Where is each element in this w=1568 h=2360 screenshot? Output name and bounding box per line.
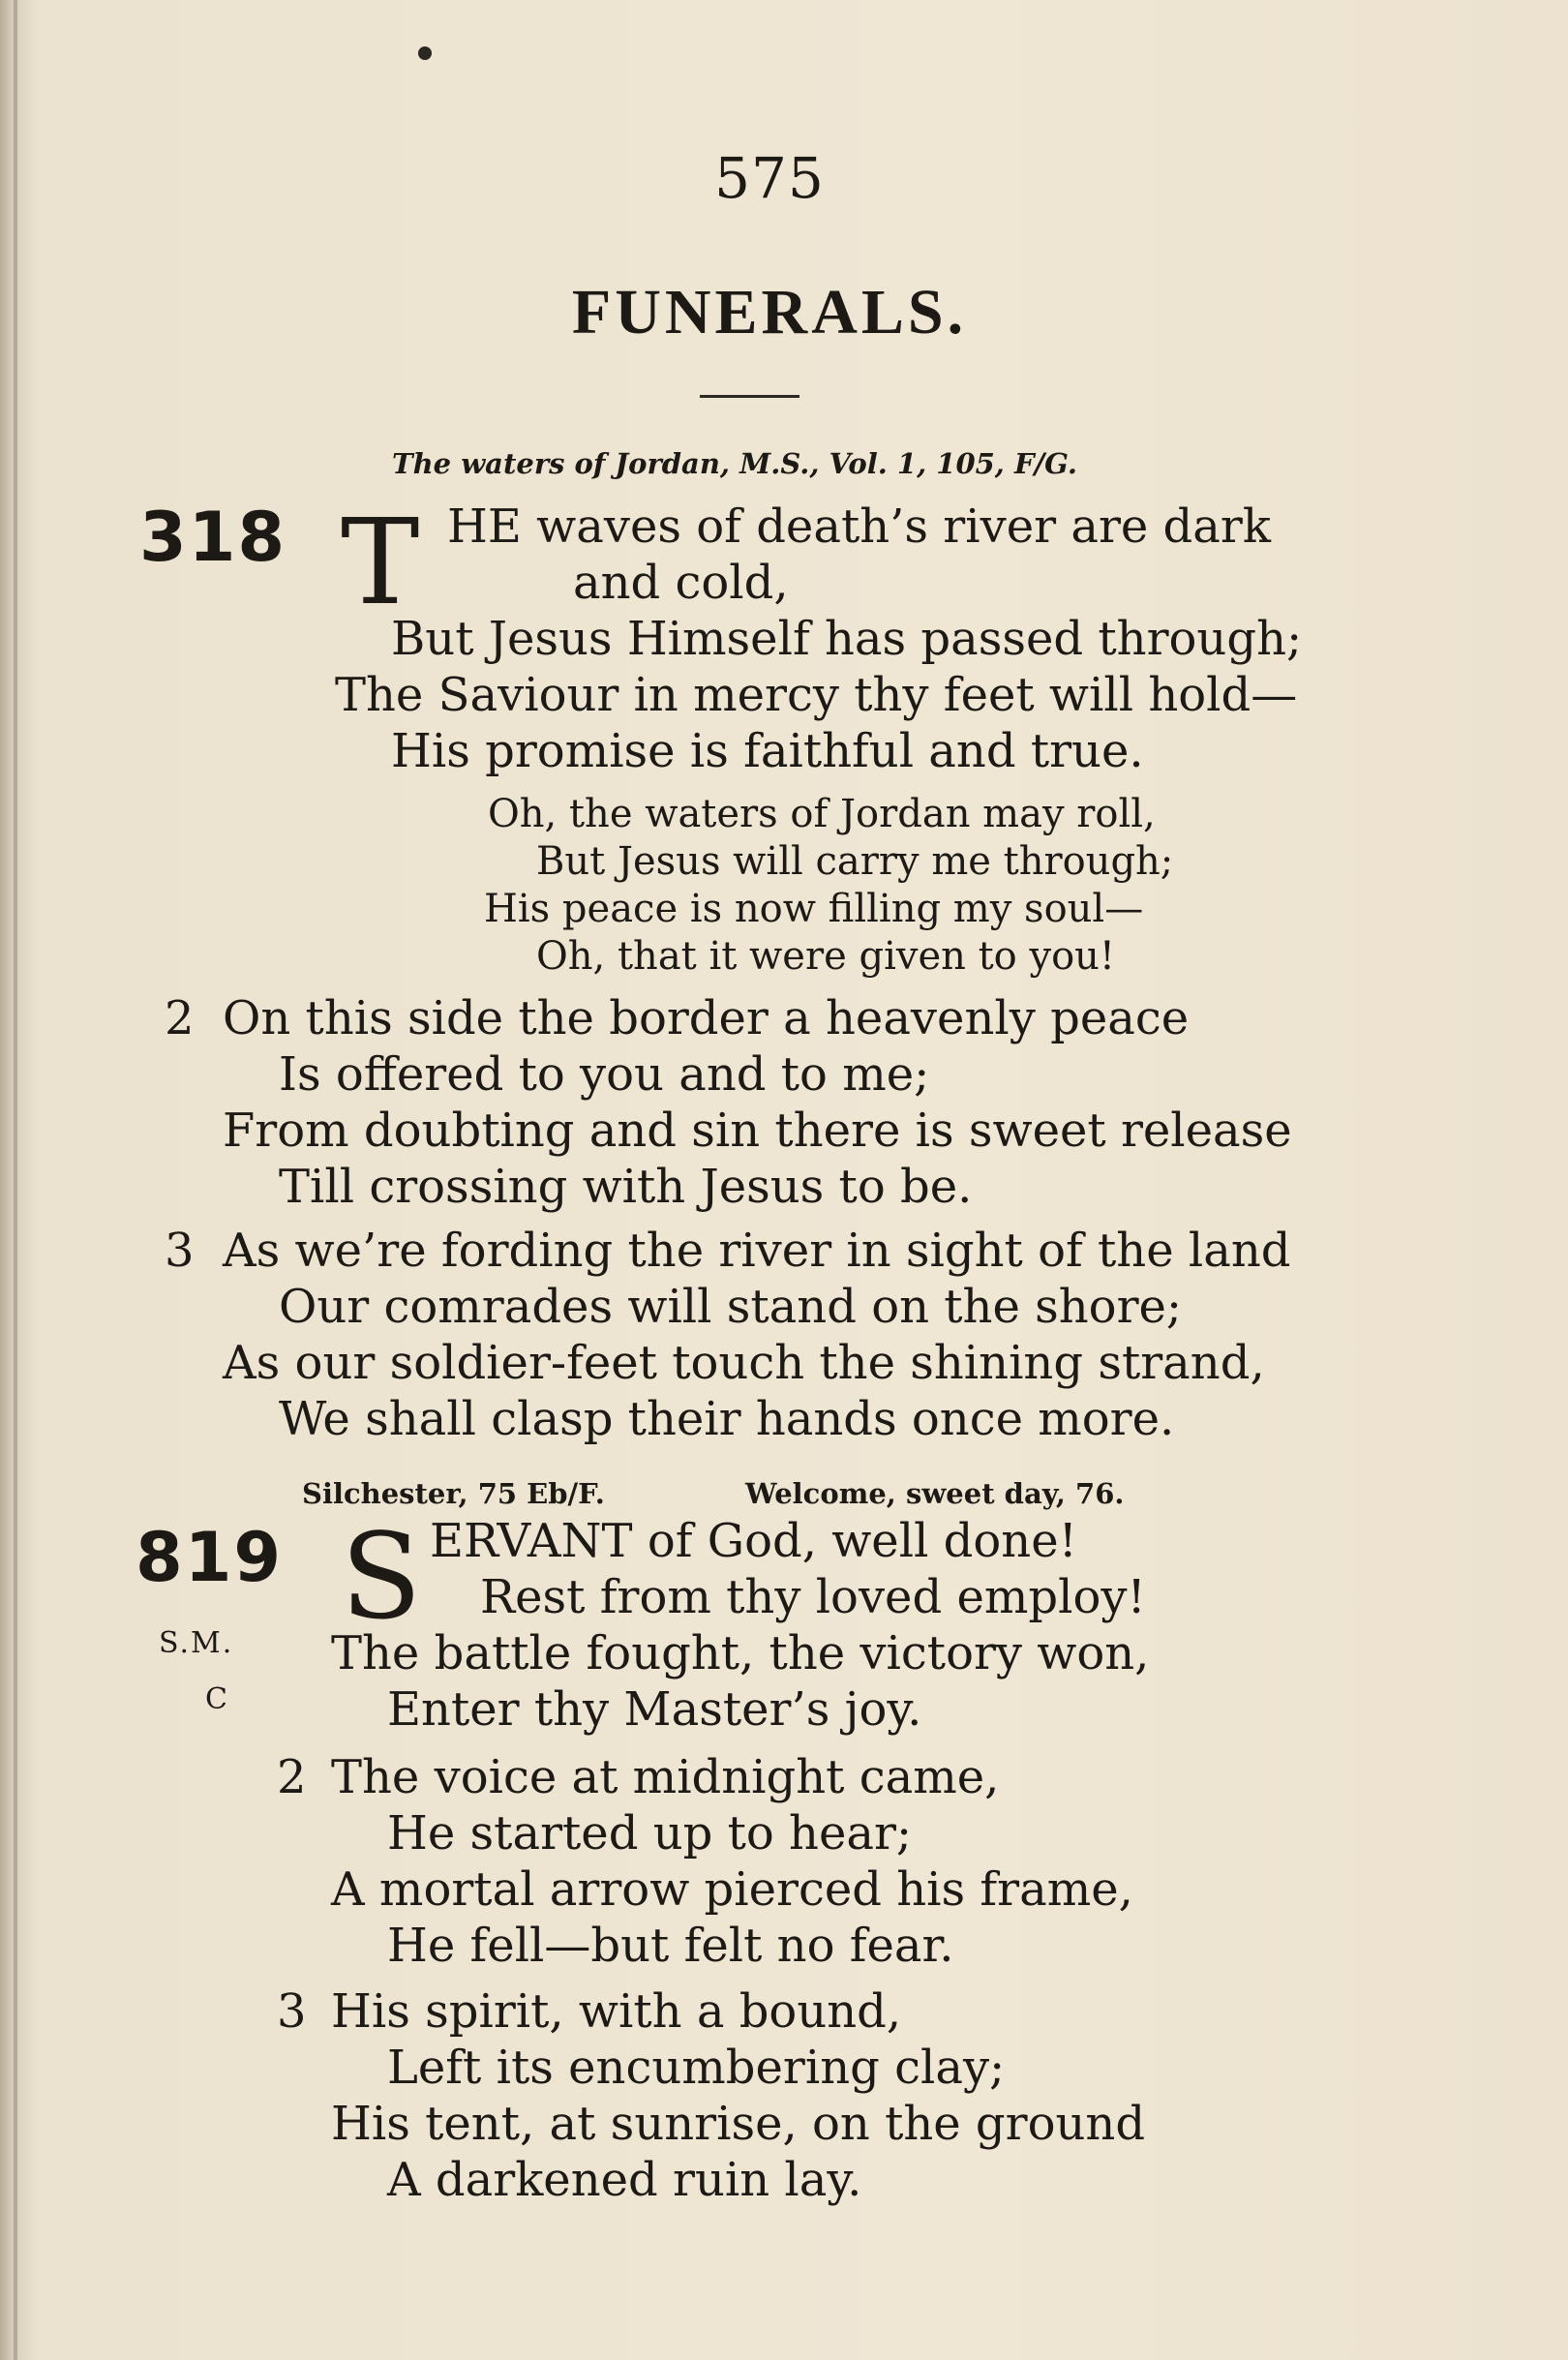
hymn-318-chorus-line: But Jesus will carry me through; (536, 839, 1174, 884)
hymn-819-verse3-line: Left its encumbering clay; (387, 2041, 1006, 2095)
hymn-819-number: 819 (136, 1518, 284, 1597)
hymn-318-verse1-line: The Saviour in mercy thy feet will hold— (335, 668, 1298, 722)
hymn-819-verse3-line: His spirit, with a bound, (331, 1984, 902, 2039)
hymn-819-verse3-number: 3 (277, 1984, 307, 2039)
hymn-318-chorus-line: His peace is now filling my soul— (484, 887, 1144, 931)
section-title: FUNERALS. (571, 277, 968, 348)
hymn-819-verse2-number: 2 (277, 1750, 307, 1804)
hymn-819-tune-right: Welcome, sweet day, 76. (745, 1477, 1125, 1510)
hymn-819-verse1-line: The battle fought, the victory won, (331, 1626, 1150, 1680)
page-number: 575 (714, 145, 825, 211)
hymn-819-verse2-line: The voice at midnight came, (331, 1750, 1000, 1804)
hymn-318-tune-reference: The waters of Jordan, M.S., Vol. 1, 105, F/G. (392, 447, 1078, 480)
ink-speck (418, 46, 432, 60)
hymn-318-verse1-line: His promise is faithful and true. (391, 724, 1144, 778)
title-divider (700, 395, 799, 398)
hymn-318-number: 318 (139, 498, 287, 577)
hymn-318-verse2-line: Is offered to you and to me; (279, 1047, 930, 1102)
hymn-819-verse2-line: He fell—but felt no fear. (387, 1919, 954, 1973)
hymn-318-verse3-line: As our soldier-feet touch the shining strand, (223, 1336, 1265, 1390)
hymn-318-verse2-line: Till crossing with Jesus to be. (279, 1160, 973, 1214)
hymn-318-verse3-line: As we’re fording the river in sight of the land (223, 1224, 1291, 1278)
hymn-819-verse3-line: A darkened ruin lay. (387, 2153, 862, 2207)
hymn-318-verse3-line: We shall clasp their hands once more. (279, 1392, 1175, 1446)
hymn-318-verse2-line: On this side the border a heavenly peace (223, 991, 1190, 1045)
hymn-318-verse3-number: 3 (165, 1224, 195, 1278)
hymn-318-chorus-line: Oh, that it were given to you! (536, 934, 1115, 979)
hymn-819-first-line: ERVANT of God, well done! (430, 1514, 1077, 1568)
hymn-819-verse3-line: His tent, at sunrise, on the ground (331, 2097, 1146, 2151)
hymn-819-verse2-line: He started up to hear; (387, 1806, 913, 1861)
hymn-318-verse1-line: But Jesus Himself has passed through; (391, 612, 1303, 666)
hymn-819-dropcap: S (341, 1508, 422, 1646)
hymn-318-verse2-number: 2 (165, 991, 195, 1045)
hymn-318-chorus-line: Oh, the waters of Jordan may roll, (488, 792, 1156, 836)
hymn-318-verse1-line: and cold, (573, 556, 789, 610)
hymn-819-verse2-line: A mortal arrow pierced his frame, (331, 1862, 1133, 1917)
page-binding-edge (14, 0, 17, 2360)
hymn-318-verse2-line: From doubting and sin there is sweet release (223, 1104, 1292, 1158)
hymn-819-verse1-line: Rest from thy loved employ! (480, 1570, 1146, 1624)
hymn-819-verse1-line: Enter thy Master’s joy. (387, 1682, 922, 1737)
hymn-819-tune-left: Silchester, 75 Eb/F. (302, 1477, 605, 1510)
hymn-318-first-line: HE waves of death’s river are dark (447, 499, 1271, 554)
hymn-318-dropcap: T (341, 494, 420, 631)
hymn-318-verse3-line: Our comrades will stand on the shore; (279, 1280, 1183, 1334)
hymn-819-meter: S.M. (159, 1626, 234, 1660)
hymn-819-key: C (205, 1682, 229, 1716)
